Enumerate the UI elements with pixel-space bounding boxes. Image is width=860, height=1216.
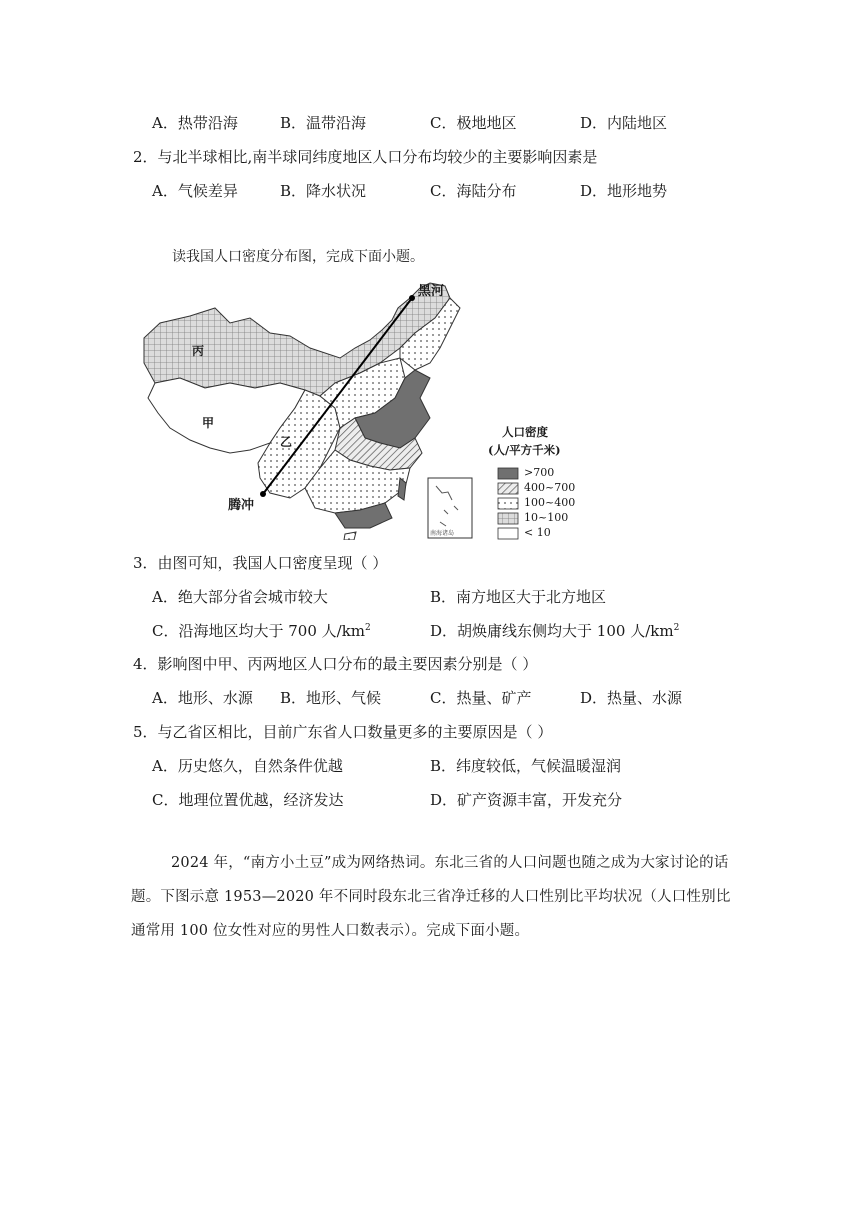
q1-option-d: D．内陆地区: [580, 114, 668, 132]
q5-option-a: A．历史悠久，自然条件优越: [152, 757, 343, 775]
q4-option-b: B．地形、气候: [280, 689, 382, 707]
legend-swatch-100-400: [498, 498, 518, 509]
population-density-map: [130, 278, 580, 540]
q2-option-a: A．气候差异: [152, 182, 238, 200]
q4-stem: 4．影响图中甲、丙两地区人口分布的最主要因素分别是（ ）: [133, 655, 538, 673]
heihe-point: [409, 295, 415, 301]
jia-label: 甲: [202, 416, 215, 430]
bing-label: 丙: [192, 344, 205, 358]
q4-option-c: C．热量、矿产: [430, 689, 532, 707]
q1-option-a: A．热带沿海: [152, 114, 238, 132]
tengchong-label: 腾冲: [228, 498, 255, 513]
q3-option-a: A．绝大部分省会城市较大: [152, 588, 328, 606]
legend-swatch-400-700: [498, 483, 518, 494]
legend-label-lt10: < 10: [524, 526, 551, 539]
legend-label-400-700: 400~700: [524, 481, 576, 494]
inset-caption: 南海诸岛: [430, 530, 455, 537]
q5-option-d: D．矿产资源丰富，开发充分: [430, 791, 623, 809]
legend-unit: (人/平方千米): [488, 443, 561, 457]
q3-option-b: B．南方地区大于北方地区: [430, 588, 607, 606]
legend-label-gt700: >700: [524, 466, 555, 479]
q2-stem: 2．与北半球相比,南半球同纬度地区人口分布均较少的主要影响因素是: [133, 148, 598, 166]
q5-option-b: B．纬度较低，气候温暖湿润: [430, 757, 622, 775]
q2-option-b: B．降水状况: [280, 182, 367, 200]
q2-option-c: C．海陆分布: [430, 182, 517, 200]
heihe-label: 黑河: [418, 284, 445, 299]
q1-option-b: B．温带沿海: [280, 114, 367, 132]
legend-swatch-gt700: [498, 468, 518, 479]
q5-stem: 5．与乙省区相比，目前广东省人口数量更多的主要原因是（ ）: [133, 723, 553, 741]
q5-option-c: C．地理位置优越，经济发达: [152, 791, 344, 809]
q3-option-c: C．沿海地区均大于 700 人$/km^2$: [152, 622, 371, 640]
q3-option-d: D．胡焕庸线东侧均大于 100 人$/km^2$: [430, 622, 680, 640]
tengchong-point: [260, 491, 266, 497]
china-map: [130, 278, 580, 540]
q3-option-c-sup: 2: [365, 623, 371, 633]
legend-title: 人口密度: [502, 425, 548, 439]
q4-option-a: A．地形、水源: [152, 689, 253, 707]
legend-swatch-10-100: [498, 513, 518, 524]
q2-option-d: D．地形地势: [580, 182, 668, 200]
q3-option-d-sup: 2: [673, 623, 680, 633]
q3-stem: 3．由图可知，我国人口密度呈现（ ）: [133, 554, 388, 572]
yi-label: 乙: [280, 435, 293, 449]
q1-option-c: C．极地地区: [430, 114, 517, 132]
section-intro-paragraph: 2024 年，“南方小土豆”成为网络热词。东北三省的人口问题也随之成为大家讨论的话题。下图示意 1953—2020 年不同时段东北三省净迁移的人口性别比平均状况（人口性别比通常用 100 位女性对应的男性人口数表示）。完成下面小题。: [131, 855, 731, 939]
legend-label-100-400: 100~400: [524, 496, 576, 509]
q4-option-d: D．热量、水源: [580, 689, 683, 707]
map-intro: 读我国人口密度分布图，完成下面小题。: [172, 249, 424, 265]
region-hainan: [344, 532, 356, 540]
legend-swatch-lt10: [498, 528, 518, 539]
legend-label-10-100: 10~100: [524, 511, 569, 524]
